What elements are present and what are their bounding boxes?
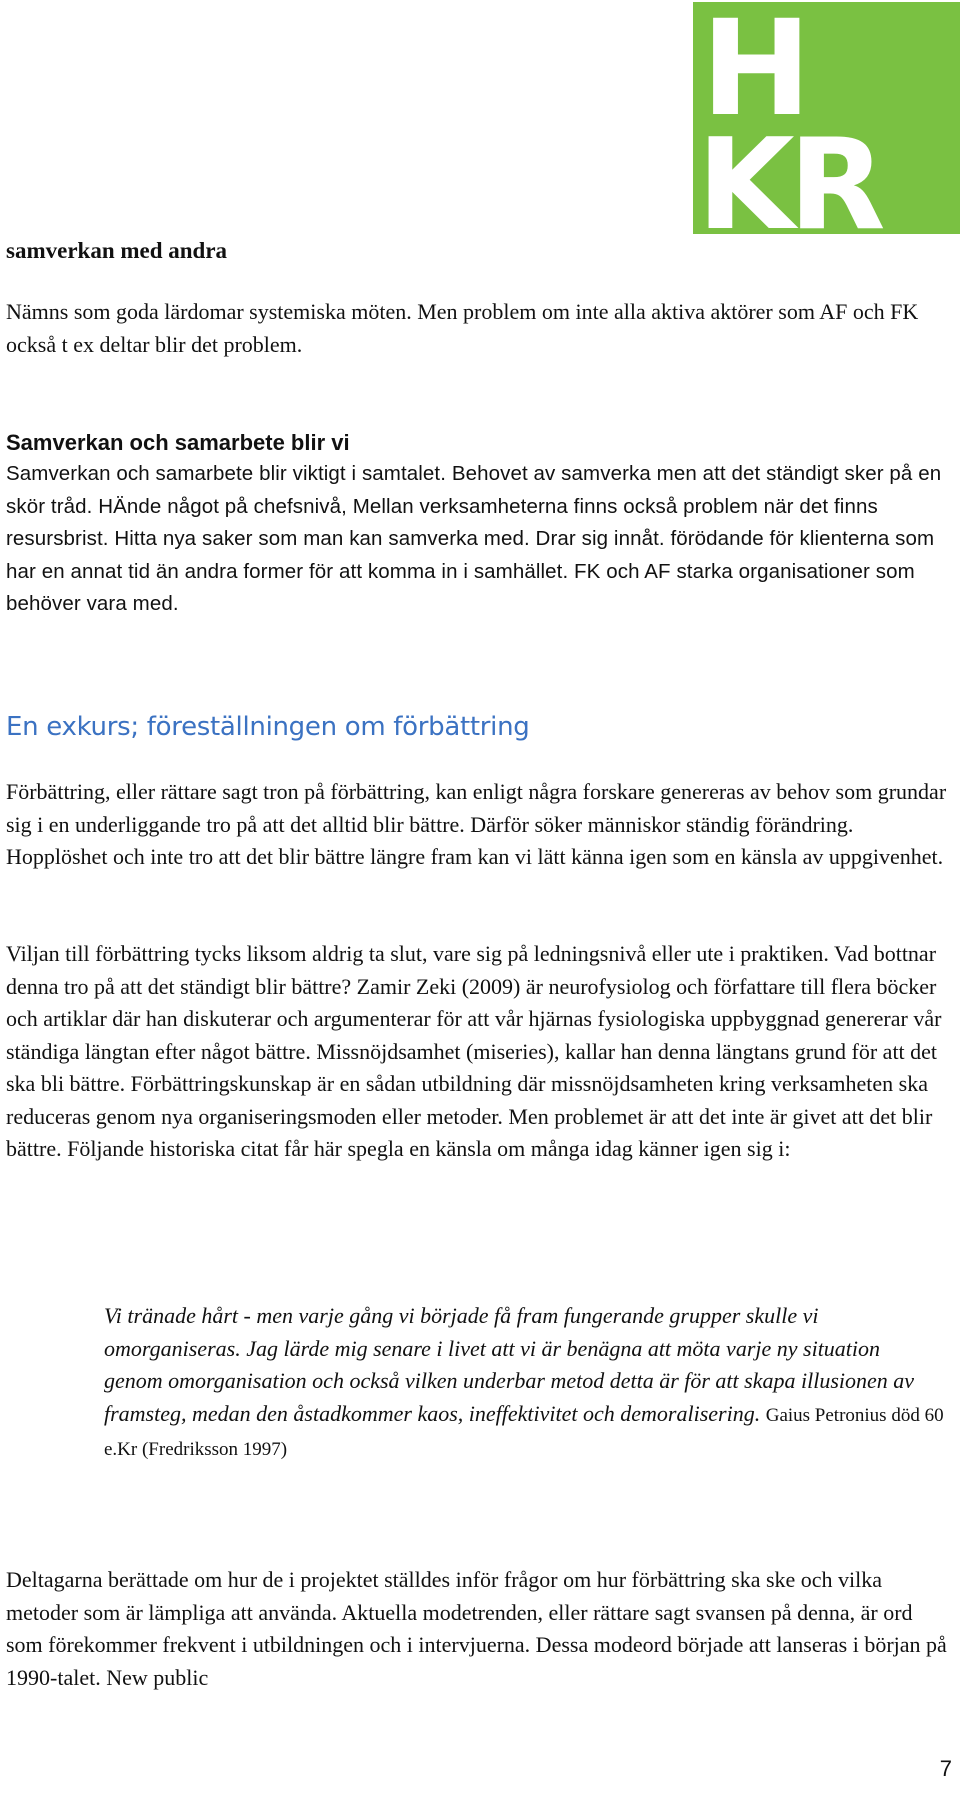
hkr-logo-graphic: [693, 2, 960, 234]
block-quote: [104, 1300, 944, 1467]
quote-text: Vi tränade hårt - men varje gång vi började få fram fungerande grupper skulle vi omorganiseras. Jag lärde mig senare i livet att vi är benägna att möta varje ny situation genom omorganisation och också vilken underbar metod detta är för att skapa illusionen av framsteg, medan den åstadkommer kaos, ineffektivitet och demoralisering.: [104, 1303, 915, 1426]
logo-letters-kr: KR: [697, 111, 880, 234]
paragraph-samverkan-och-samarbete: Samverkan och samarbete blir viktigt i samtalet. Behovet av samverka men att det ständigt sker på en skör tråd. HÄnde något på chefsnivå, Mellan verksamheterna finns också problem när det finns resursbrist. Hitta nya saker som man kan samverka med. Drar sig innåt. förödande för klienterna som har en annat tid än andra former för att komma in i samhället. FK och AF starka organisationer som behöver vara med.: [6, 462, 942, 615]
paragraph-viljan-till-forbattring: Viljan till förbättring tycks liksom aldrig ta slut, vare sig på ledningsnivå eller ute i praktiken. Vad bottnar denna tro på att det ständigt blir bättre? Zamir Zeki (2009) är neurofysiolog och författare till flera böcker och artiklar där han diskuterar och argumenterar för att vår hjärnas fysiologiska uppbyggnad genererar vår ständiga längtan efter något bättre. Missnöjdsamhet (miseries), kallar han denna längtans grund för att det ska bli bättre. Förbättringskunskap är en sådan utbildning där missnöjdsamheten kring verksamheten ska reduceras genom nya organiseringsmoden eller metoder. Men problemet är att det inte är givet att det blir bättre. Följande historiska citat får här spegla en känsla om många idag känner igen sig i:: [6, 941, 942, 1161]
quote-source: Gaius Petronius död 60 e.Kr (Fredriksson 1997): [104, 1404, 944, 1460]
heading-samverkan-och-samarbete: Samverkan och samarbete blir vi: [6, 430, 350, 455]
paragraph-forbattring: Förbättring, eller rättare sagt tron på förbättring, kan enligt några forskare genereras av behov som grundar sig i en underliggande tro på att det alltid blir bättre. Därför söker människor ständig förändring. Hopplöshet och inte tro att det blir bättre längre fram kan vi lätt känna igen som en känsla av uppgivenhet.: [6, 779, 947, 869]
paragraph-deltagarna: Deltagarna berättade om hur de i projektet ställdes inför frågor om hur förbättring ska ske och vilka metoder som är lämpliga att använda. Aktuella modetrenden, eller rättare sagt svansen på denna, är ord som förekommer frekvent i utbildningen och i intervjuerna. Dessa modeord började att lanseras i början på 1990-talet. New public: [6, 1567, 947, 1690]
heading-samverkan-med-andra: samverkan med andra: [6, 238, 228, 263]
logo-letter-h: H: [701, 2, 812, 146]
page-number: 7: [939, 1756, 952, 1781]
section-title-exkurs: En exkurs; föreställningen om förbättring: [6, 712, 530, 742]
paragraph-systemiska-moten: Nämns som goda lärdomar systemiska möten. Men problem om inte alla aktiva aktörer som AF och FK också t ex deltar blir det problem.: [6, 299, 919, 357]
hkr-logo: [693, 2, 960, 234]
